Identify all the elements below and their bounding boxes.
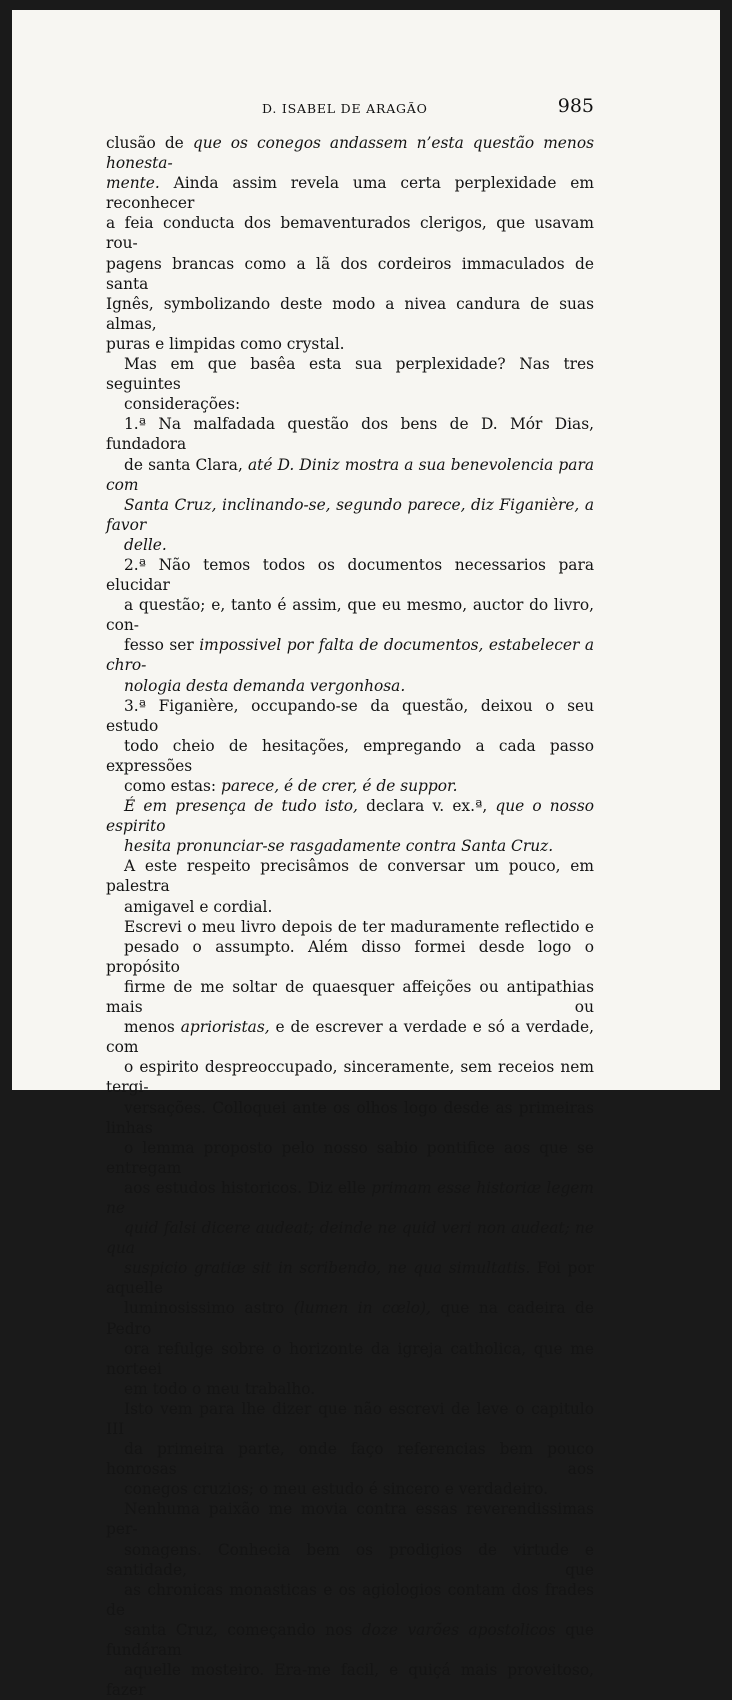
text-line: luminosissimo astro (lumen in cœlo), que na cadeira de Pedro xyxy=(106,1299,594,1338)
text-line: a feia conducta dos bemaventurados clerigos, que usavam rou- xyxy=(106,214,594,253)
paragraph-3 xyxy=(106,414,594,555)
text-line: Nenhuma paixão me movia contra essas reverendissimas per- xyxy=(106,1500,594,1539)
paragraph-5 xyxy=(106,696,594,796)
paragraph-10 xyxy=(106,1499,594,1700)
text-line: nologia desta demanda vergonhosa. xyxy=(124,676,406,695)
text-line: puras e limpidas como crystal. xyxy=(106,334,345,353)
text-line: a questão; e, tanto é assim, que eu mesmo, auctor do livro, con- xyxy=(106,596,594,635)
text-line: aos estudos historicos. Diz elle primam esse historiæ legem ne xyxy=(106,1178,594,1217)
text-line: Ignês, symbolizando deste modo a nivea candura de suas almas, xyxy=(106,294,594,333)
text-line: 3.ª Figanière, occupando-se da questão, deixou o seu estudo xyxy=(106,696,594,735)
text-line: Isto vem para lhe dizer que não escrevi de leve o capitulo III xyxy=(106,1399,594,1438)
text-line: pesado o assumpto. Além disso formei desde logo o propósito xyxy=(106,937,594,976)
text-line: 1.ª Na malfadada questão dos bens de D. Mór Dias, fundadora xyxy=(106,415,594,454)
text-line: fesso ser impossivel por falta de documentos, estabelecer a chro- xyxy=(106,636,595,675)
paragraph-2 xyxy=(106,354,594,414)
text-line: Escrevi o meu livro depois de ter maduramente reflectido e xyxy=(124,917,594,936)
text-line: conegos cruzios; o meu estudo é sincero e verdadeiro. xyxy=(124,1480,549,1499)
text-line: Santa Cruz, inclinando-se, segundo parece, diz Figanière, a favor xyxy=(106,495,594,534)
text-line: hesita pronunciar-se rasgadamente contra Santa Cruz. xyxy=(124,837,554,856)
text-line: amigavel e cordial. xyxy=(124,897,273,916)
text-line: aquelle mosteiro. Era-me facil, e quiçá mais proveitoso, fazer xyxy=(106,1661,594,1700)
page-number: 985 xyxy=(557,95,594,117)
text-line: versações. Colloquei ante os olhos logo desde as primeiras linhas xyxy=(106,1098,594,1137)
text-line: A este respeito precisâmos de conversar um pouco, em palestra xyxy=(106,857,594,896)
text-line: ora refulge sobre o horizonte da igreja catholica, que me norteei xyxy=(106,1339,594,1378)
running-title: D. ISABEL DE ARAGÃO xyxy=(262,101,428,116)
text-line: de santa Clara, até D. Diniz mostra a sua benevolencia para com xyxy=(106,455,594,494)
book-page xyxy=(12,10,720,1700)
body-text xyxy=(106,133,594,1700)
text-line: como estas: parece, é de crer, é de suppor. xyxy=(124,777,458,795)
paragraph-1 xyxy=(106,133,594,354)
text-line: firme de me soltar de quaesquer affeições ou antipathias mais ou xyxy=(106,977,594,1017)
text-line: o espirito despreoccupado, sinceramente, sem receios nem tergi- xyxy=(106,1058,594,1097)
text-line: delle. xyxy=(124,535,167,554)
text-line: É em presença de tudo isto, declara v. ex.ª, que o nosso espirito xyxy=(106,797,594,836)
paragraph-8 xyxy=(106,917,594,1399)
text-line: todo cheio de hesitações, empregando a cada passo expressões xyxy=(106,736,594,775)
text-line: em todo o meu trabalho. xyxy=(124,1379,316,1398)
text-line: o lemma proposto pelo nosso sabio pontifice aos que se entregam xyxy=(106,1138,594,1177)
text-line: considerações: xyxy=(124,395,241,414)
text-line: da primeira parte, onde faço referencias bem pouco honrosas aos xyxy=(106,1440,594,1479)
text-line: pagens brancas como a lã dos cordeiros immaculados de santa xyxy=(106,254,594,293)
text-line: menos aprioristas, e de escrever a verdade e só a verdade, com xyxy=(106,1018,594,1057)
text-line: suspicio gratiæ sit in scribendo, ne qua simultatis. Foi por aquelle xyxy=(106,1259,594,1298)
text-line: clusão de que os conegos andassem n’esta questão menos honesta- xyxy=(106,134,594,173)
paragraph-9 xyxy=(106,1399,594,1499)
paragraph-4 xyxy=(106,555,594,696)
text-line: as chronicas monasticas e os agiologios contam dos frades de xyxy=(106,1580,594,1619)
paragraph-6 xyxy=(106,796,594,856)
text-line: santa Cruz, começando nos doze varões apostolicos que fundáram xyxy=(106,1620,595,1660)
paragraph-7 xyxy=(106,856,594,916)
text-line: sonagens. Conhecia bem os prodigios de virtude e santidade, que xyxy=(106,1540,594,1579)
text-line: mente. Ainda assim revela uma certa perplexidade em reconhecer xyxy=(106,174,594,213)
page-header xyxy=(262,95,594,121)
text-line: quid falsi dicere audeat; deinde ne quid veri non audeat; ne qua xyxy=(106,1219,594,1258)
text-line: Mas em que basêa esta sua perplexidade? Nas tres seguintes xyxy=(106,355,594,394)
text-line: 2.ª Não temos todos os documentos necessarios para elucidar xyxy=(106,555,594,595)
